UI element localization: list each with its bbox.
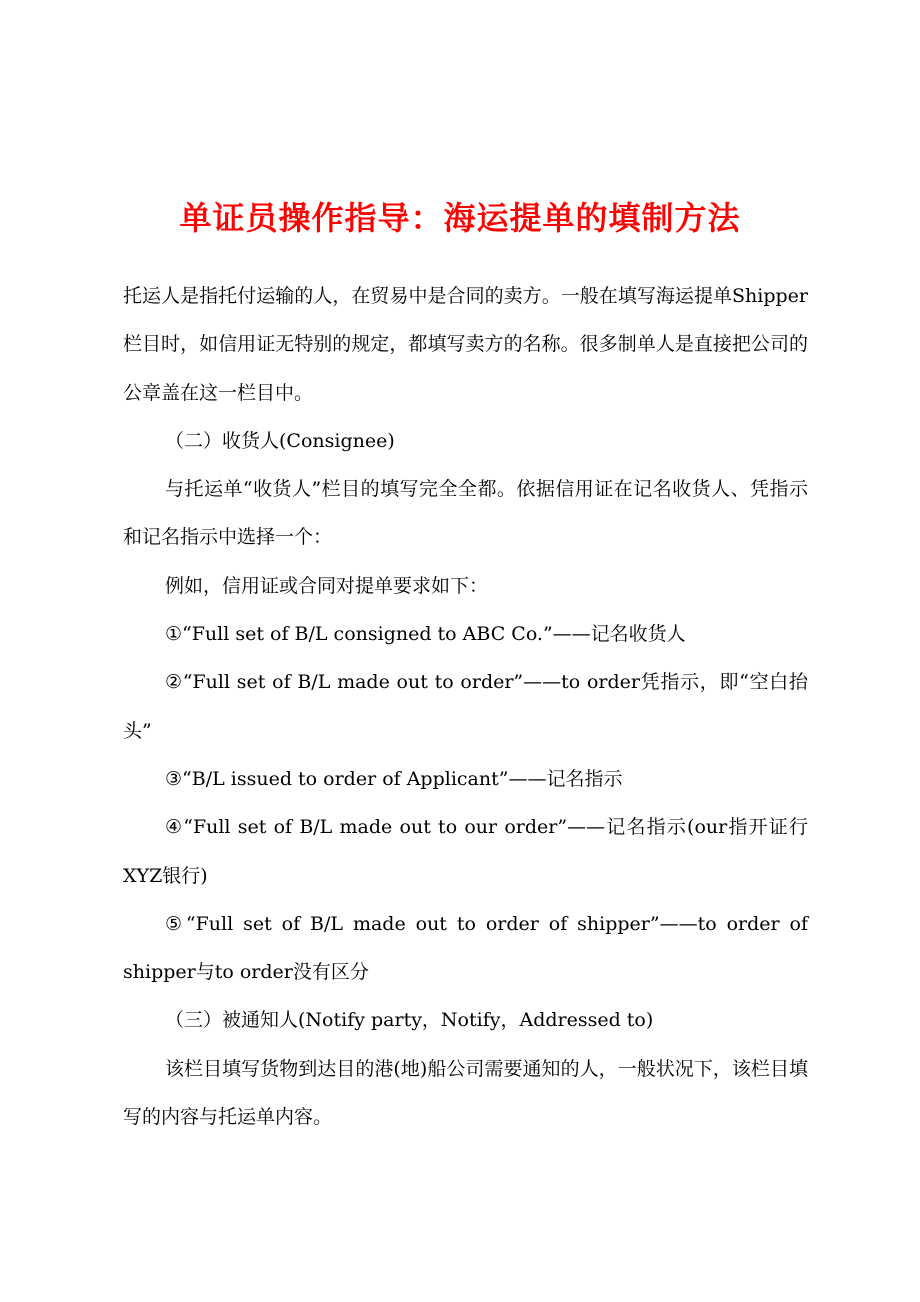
section-heading-consignee: （二）收货人(Consignee) [165, 429, 395, 452]
list-item-4: ④“Full set of B/L made out to our order”——记名指示(our指开证行XYZ银行) [123, 816, 808, 887]
list-item-5: ⑤“Full set of B/L made out to order of shipper”——to order of shipper与to order没有区分 [123, 912, 808, 984]
list-item-3: ③“B/L issued to order of Applicant”——记名指示 [165, 767, 623, 790]
list-item-1: ①“Full set of B/L consigned to ABC Co.”——记名收货人 [165, 623, 686, 646]
paragraph-example-intro: 例如，信用证或合同对提单要求如下： [165, 574, 489, 597]
paragraph-consignee-description: 与托运单“收货人”栏目的填写完全全都。依据信用证在记名收货人、凭指示和记名指示中选择一个： [123, 478, 808, 549]
list-item-2: ②“Full set of B/L made out to order”——to order凭指示，即“空白抬头” [123, 671, 808, 742]
paragraph-shipper-description: 托运人是指托付运输的人，在贸易中是合同的卖方。一般在填写海运提单Shipper栏目时，如信用证无特别的规定，都填写卖方的名称。很多制单人是直接把公司的公章盖在这一栏目中。 [123, 285, 808, 404]
paragraph-notify-party-description: 该栏目填写货物到达目的港(地)船公司需要通知的人，一般状况下，该栏目填写的内容与托运单内容。 [123, 1057, 808, 1129]
document-body [123, 272, 808, 1141]
section-heading-notify-party: （三）被通知人(Notify party，Notify，Addressed to) [165, 1009, 654, 1032]
document-title: 单证员操作指导：海运提单的填制方法 [179, 199, 741, 237]
